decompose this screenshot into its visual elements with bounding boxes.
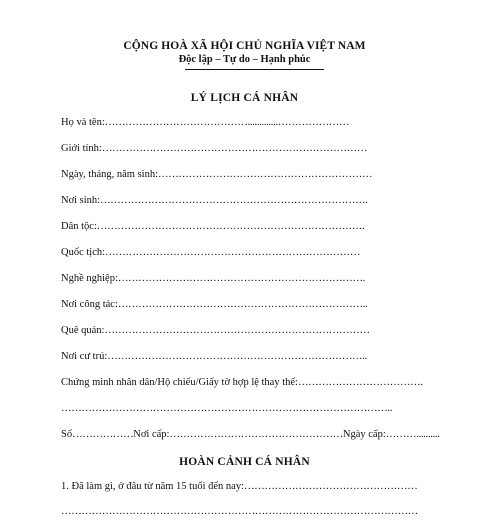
id-document-dots: ………………………………. bbox=[297, 377, 423, 388]
place-of-birth-label: Nơi sinh: bbox=[61, 195, 101, 206]
place-of-birth-dots: ……………………………………………………………………. bbox=[100, 195, 368, 206]
national-title: CỘNG HOÀ XÃ HỘI CHỦ NGHĨA VIỆT NAM bbox=[123, 40, 366, 52]
date-of-birth-label: Ngày, tháng, năm sinh: bbox=[61, 169, 159, 180]
circumstance-item-1-continuation-line[interactable] bbox=[61, 506, 418, 517]
ethnicity-line[interactable] bbox=[61, 221, 364, 232]
occupation-line[interactable] bbox=[61, 273, 365, 284]
full-name-line[interactable] bbox=[61, 117, 349, 128]
personal-circumstances-title: HOÀN CẢNH CÁ NHÂN bbox=[179, 456, 310, 468]
gender-dots: …………………………………………………………………… bbox=[101, 143, 368, 154]
circumstance-item-1-continuation-dots: …………………………………………………………………………………………… bbox=[61, 506, 419, 517]
issued-date-label: Ngày cấp: bbox=[342, 429, 386, 440]
id-continuation-line[interactable] bbox=[61, 403, 392, 414]
national-motto: Độc lập – Tự do – Hạnh phúc bbox=[178, 54, 311, 65]
hometown-line[interactable] bbox=[61, 325, 370, 336]
ethnicity-label: Dân tộc: bbox=[61, 221, 97, 232]
id-number-label: Số bbox=[61, 429, 73, 440]
id-number-dots: ……………… bbox=[72, 429, 134, 440]
id-number-line[interactable] bbox=[61, 429, 440, 440]
place-of-birth-line[interactable] bbox=[61, 195, 368, 206]
occupation-label: Nghề nghiệp: bbox=[61, 273, 118, 284]
workplace-line[interactable] bbox=[61, 299, 367, 310]
full-name-dots: …………………………………….............………………… bbox=[104, 117, 350, 128]
residence-label: Nơi cư trú: bbox=[61, 351, 108, 362]
hometown-dots: …………………………………………………………………… bbox=[104, 325, 370, 336]
workplace-dots: ……………………………………………………………….. bbox=[117, 299, 368, 310]
ethnicity-dots: ……………………………………………………………………. bbox=[96, 221, 365, 232]
gender-line[interactable] bbox=[61, 143, 367, 154]
residence-dots: ………………………………………………………………….. bbox=[107, 351, 367, 362]
personal-info-title: LÝ LỊCH CÁ NHÂN bbox=[190, 92, 299, 104]
circumstance-item-1-line[interactable] bbox=[61, 481, 417, 492]
hometown-label: Quê quán: bbox=[61, 325, 105, 336]
occupation-dots: ………………………………………………………………. bbox=[117, 273, 366, 284]
id-document-label: Chứng minh nhân dân/Hộ chiếu/Giấy tờ hợp lệ thay thế: bbox=[61, 377, 298, 388]
date-of-birth-dots: ……………………………………………………… bbox=[158, 169, 373, 180]
nationality-label: Quốc tịch: bbox=[61, 247, 106, 258]
issued-place-dots: …………………………………………… bbox=[169, 429, 343, 440]
issued-place-label: Nơi cấp: bbox=[133, 429, 170, 440]
workplace-label: Nơi công tác: bbox=[61, 299, 118, 310]
full-name-label: Họ và tên: bbox=[61, 117, 105, 128]
circumstance-item-1-label: 1. Đã làm gì, ở đâu từ năm 15 tuổi đến nay: bbox=[61, 481, 245, 492]
nationality-line[interactable] bbox=[61, 247, 360, 258]
gender-label: Giới tính: bbox=[61, 143, 102, 154]
id-continuation-dots: …………………………………………………………………………………….. bbox=[61, 403, 393, 414]
circumstance-item-1-dots: …………………………………………… bbox=[244, 481, 418, 492]
date-of-birth-line[interactable] bbox=[61, 169, 372, 180]
residence-line[interactable] bbox=[61, 351, 367, 362]
issued-date-dots: ……….......... bbox=[385, 429, 440, 440]
motto-underline bbox=[185, 69, 324, 70]
id-document-line[interactable] bbox=[61, 377, 423, 388]
nationality-dots: ………………………………………………………………… bbox=[105, 247, 361, 258]
